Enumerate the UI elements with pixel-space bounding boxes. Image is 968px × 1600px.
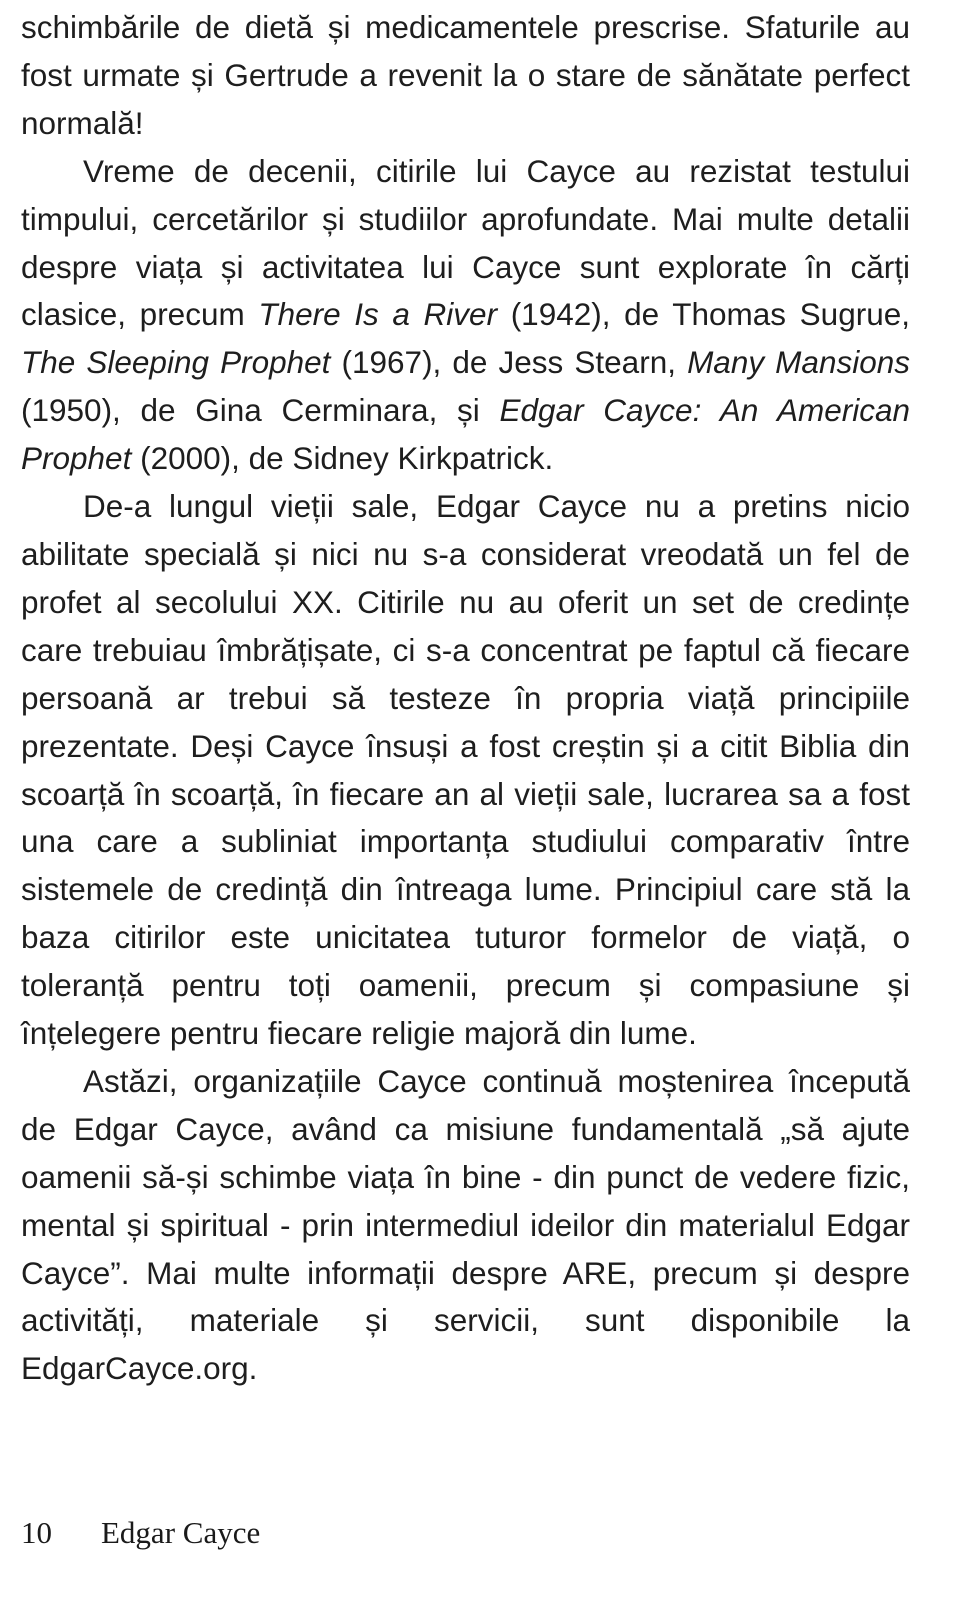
running-title: Edgar Cayce [101, 1515, 261, 1550]
text-run: (1967), de Jess Stearn, [330, 344, 688, 381]
page-number: 10 [21, 1515, 52, 1550]
book-title: The Sleeping Prophet [21, 344, 331, 381]
paragraph [21, 4, 910, 148]
book-title: There Is a River [258, 296, 498, 333]
page-footer [21, 1515, 260, 1551]
text-run: (1950), de Gina Cerminara, și [21, 392, 500, 429]
book-title: Edgar Cayce: An American Prophet [21, 392, 910, 477]
text-run: De-a lungul vieții sale, Edgar Cayce nu a pretins nicio abilitate specială și nici nu s-a considerat vreodată un fel de profet al secolului XX. Citirile nu au oferit un set de credințe care trebuiau îmbrățișate, ci s-a concentrat pe faptul că fiecare persoană ar trebui să testeze în propria viață principiile prezentate. Deși Cayce însuși a fost creștin și a citit Biblia din scoarță în scoarță, în fiecare an al vieții sale, lucrarea sa a fost una care a subliniat importanța studiului comparativ între sistemele de credință din întreaga lume. Principiul care stă la baza citirilor este unicitatea tuturor formelor de viață, o toleranță pentru toți oamenii, precum și compasiune și înțelegere pentru fiecare religie majoră din lume. [21, 488, 910, 1052]
book-title: Many Mansions [687, 344, 910, 381]
text-run: (1942), de Thomas Sugrue, [497, 296, 910, 333]
paragraph [21, 148, 910, 483]
text-run: Astăzi, organizațiile Cayce continuă moștenirea începută de Edgar Cayce, având ca misiune fundamentală „să ajute oamenii să-și schimbe viața în bine - din punct de vedere fizic, mental și spiritual - prin intermediul ideilor din materialul Edgar Cayce”. Mai multe informații despre ARE, precum și despre activități, materiale și servicii, sunt disponibile la EdgarCayce.org. [21, 1062, 910, 1387]
text-run: (2000), de Sidney Kirkpatrick. [131, 440, 554, 477]
paragraph [21, 483, 910, 1058]
body-text [21, 4, 910, 1393]
paragraph [21, 1058, 910, 1393]
text-run: Vreme de decenii, citirile lui Cayce au rezistat testului timpului, cercetărilor și studiilor aprofundate. Mai multe detalii despre viața și activitatea lui Cayce sunt explorate în cărți clasice, precum [21, 152, 910, 333]
text-run: schimbările de dietă și medicamentele prescrise. Sfaturile au fost urmate și Gertrude a revenit la o stare de sănătate perfect normală! [21, 9, 910, 141]
